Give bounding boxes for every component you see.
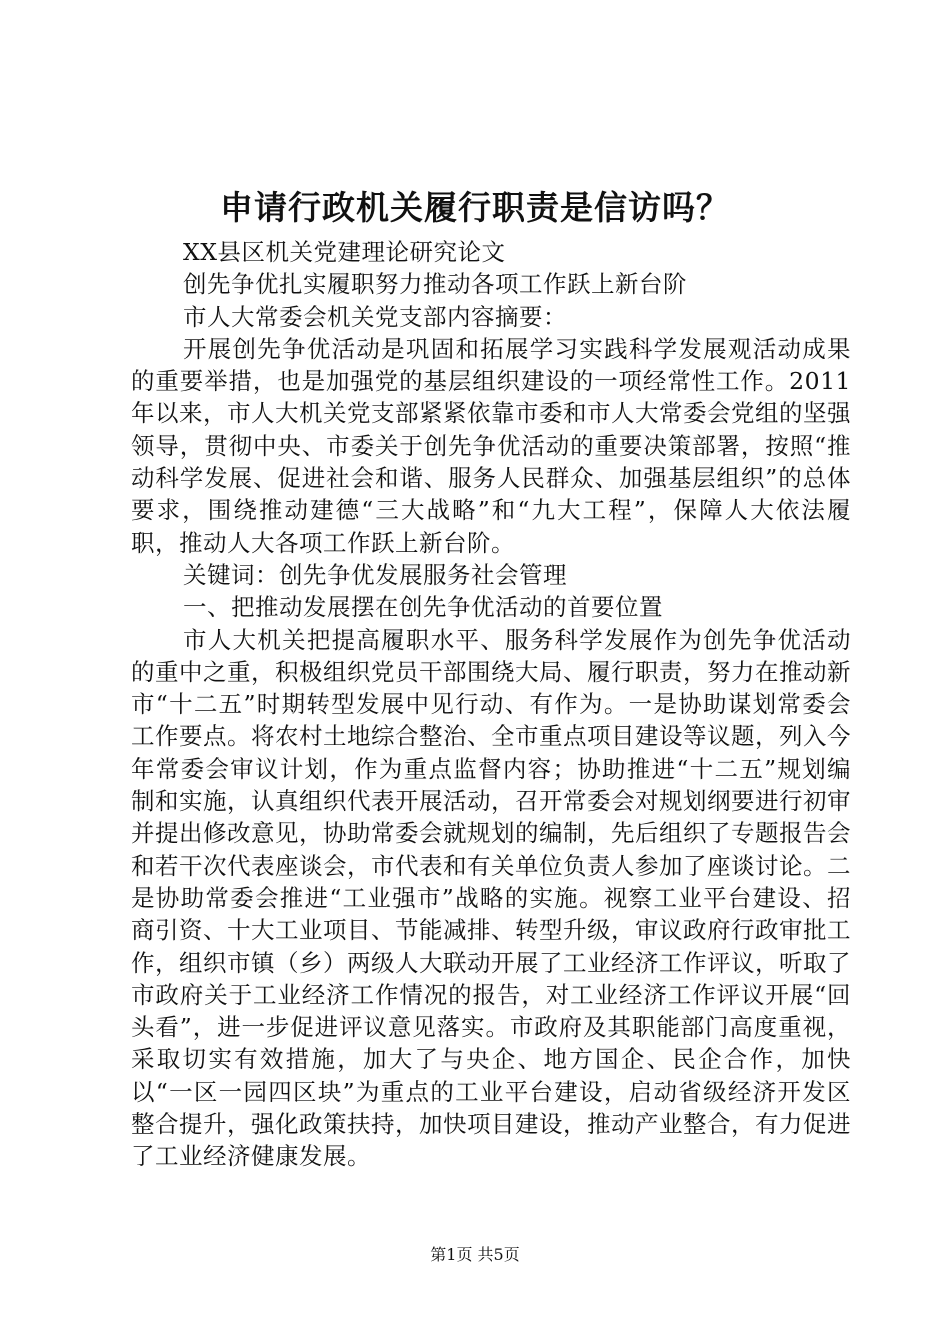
paragraph-author-abstract: 市人大常委会机关党支部内容摘要： [183, 302, 567, 331]
paragraph-keywords: 关键词：创先争优发展服务社会管理 [183, 560, 567, 589]
paragraph-heading: 创先争优扎实履职努力推动各项工作跃上新台阶 [183, 270, 687, 299]
paragraph-section-heading: 一、把推动发展摆在创先争优活动的首要位置 [183, 593, 663, 622]
paragraph-subtitle: XX县区机关党建理论研究论文 [183, 238, 506, 266]
paragraph-abstract-body: 开展创先争优活动是巩固和拓展学习实践科学发展观活动成果的重要举措，也是加强党的基层组织建设的一项经常性工作。2011年以来，市人大机关党支部紧紧依靠市委和市人大常委会党组的坚强领导，贯彻中央、市委关于创先争优活动的重要决策部署，按照“推动科学发展、促进社会和谐、服务人民群众、加强基层组织”的总体要求，围绕推动建德“三大战略”和“九大工程”，保障人大依法履职，推动人大各项工作跃上新台阶。 [131, 334, 851, 557]
document-title: 申请行政机关履行职责是信访吗？ [220, 188, 730, 227]
page-number: 第1页 共5页 [430, 1245, 520, 1264]
paragraph-section-body: 市人大机关把提高履职水平、服务科学发展作为创先争优活动的重中之重，积极组织党员干部围绕大局、履行职责，努力在推动新市“十二五”时期转型发展中见行动、有作为。一是协助谋划常委会工作要点。将农村土地综合整治、全市重点项目建设等议题，列入今年常委会审议计划，作为重点监督内容；协助推进“十二五”规划编制和实施，认真组织代表开展活动，召开常委会对规划纲要进行初审并提出修改意见，协助常委会就规划的编制，先后组织了专题报告会和若干次代表座谈会，市代表和有关单位负责人参加了座谈讨论。二是协助常委会推进“工业强市”战略的实施。视察工业平台建设、招商引资、十大工业项目、节能减排、转型升级，审议政府行政审批工作，组织市镇（乡）两级人大联动开展了工业经济工作评议，听取了市政府关于工业经济工作情况的报告，对工业经济工作评议开展“回头看”，进一步促进评议意见落实。市政府及其职能部门高度重视，采取切实有效措施，加大了与央企、地方国企、民企合作，加快以“一区一园四区块”为重点的工业平台建设，启动省级经济开发区整合提升，强化政策扶持，加快项目建设，推动产业整合，有力促进了工业经济健康发展。 [131, 625, 851, 1171]
document-body [131, 236, 851, 1173]
